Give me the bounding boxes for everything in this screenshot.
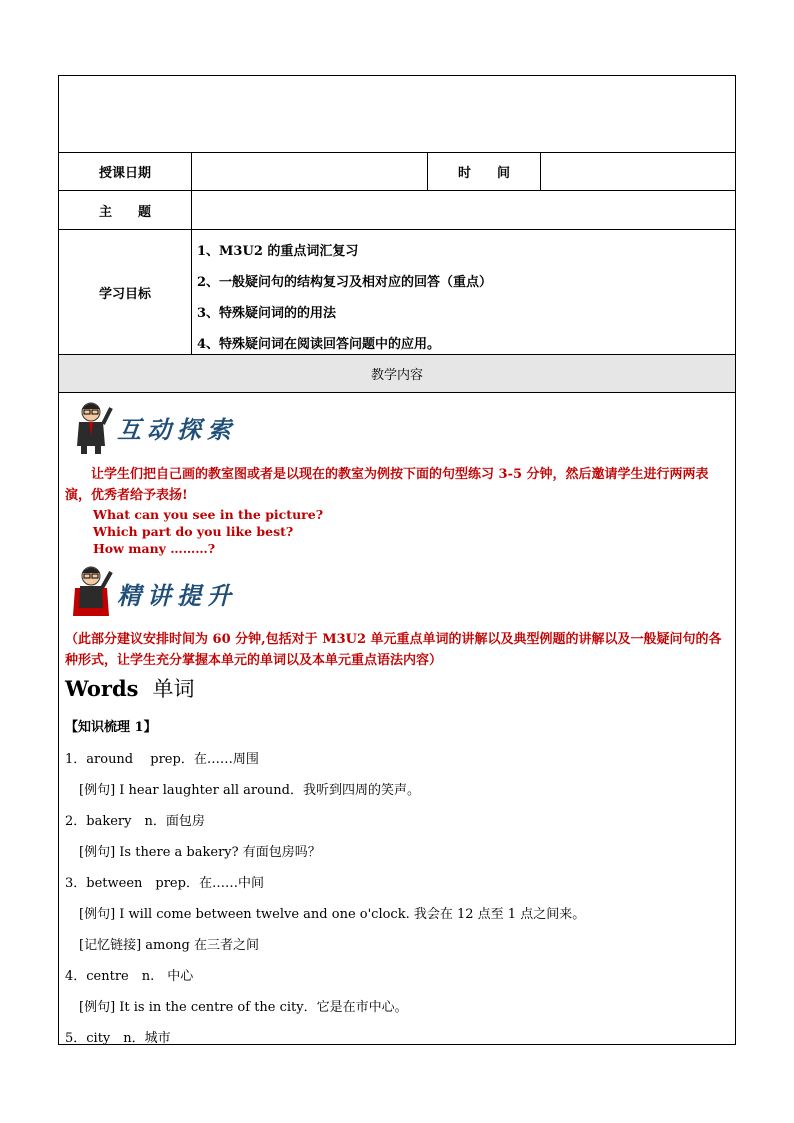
explore-instruction: 让学生们把自己画的教室图或者是以现在的教室为例按下面的句型练习 3-5 分钟，然后邀请学生进行两两表演，优秀者给予表扬! xyxy=(65,467,709,503)
example-sentence: [例句] I hear laughter all around．我听到四周的笑声。 xyxy=(79,783,421,798)
word-entry: 4．centre n. 中心 xyxy=(65,969,194,984)
goal-item: 1、M3U2 的重点词汇复习 xyxy=(197,244,359,259)
word-entry: 3．between prep．在……中间 xyxy=(65,876,264,891)
topic-label: 主 题 xyxy=(98,204,151,220)
blank-header-row xyxy=(59,76,735,153)
goals-row xyxy=(59,230,735,355)
content-header-row xyxy=(59,355,735,393)
time-value-cell[interactable] xyxy=(541,153,735,190)
goals-label: 学习目标 xyxy=(98,286,151,302)
topic-value-cell[interactable] xyxy=(192,191,735,229)
lesson-plan-table xyxy=(58,75,736,1045)
explore-banner-title: 互动探索 xyxy=(117,416,237,444)
goal-item: 3、特殊疑问词的的用法 xyxy=(197,306,337,321)
topic-row xyxy=(59,191,735,230)
practice-question: What can you see in the picture? xyxy=(93,507,324,522)
example-sentence: [例句] I will come between twelve and one o'clock. 我会在 12 点至 1 点之间来。 xyxy=(79,907,586,922)
goal-item: 4、特殊疑问词在阅读回答问题中的应用。 xyxy=(197,337,441,352)
knowledge-section-label: 【知识梳理 1】 xyxy=(65,720,157,735)
date-value-cell[interactable] xyxy=(192,153,427,190)
words-heading xyxy=(65,673,194,703)
practice-question: Which part do you like best? xyxy=(93,524,294,539)
lecture-banner-title: 精讲提升 xyxy=(117,582,237,610)
words-heading-en: Words xyxy=(65,676,139,701)
words-heading-cn: 单词 xyxy=(152,677,195,701)
example-sentence: [例句] It is in the centre of the city．它是在市中心。 xyxy=(79,1000,408,1015)
content-label: 教学内容 xyxy=(370,368,423,383)
word-entry: 2．bakery n．面包房 xyxy=(65,814,205,829)
example-sentence: [例句] Is there a bakery? 有面包房吗？ xyxy=(79,845,321,860)
practice-question: How many ………? xyxy=(93,541,216,556)
memory-link: [记忆链接] among 在三者之间 xyxy=(79,938,260,953)
time-label: 时 间 xyxy=(457,166,510,181)
date-time-row xyxy=(59,153,735,191)
goals-list xyxy=(191,230,735,354)
word-entry: 5．city n．城市 xyxy=(65,1031,171,1046)
word-entry: 1．around prep．在……周围 xyxy=(65,752,259,767)
lecture-note: （此部分建议安排时间为 60 分钟,包括对于 M3U2 单元重点单词的讲解以及典型例题的讲解以及一般疑问句的各种形式，让学生充分掌握本单元的单词以及本单元重点语法内容） xyxy=(65,632,722,668)
date-label: 授课日期 xyxy=(98,166,151,181)
goal-item: 2、一般疑问句的结构复习及相对应的回答（重点） xyxy=(197,275,493,290)
